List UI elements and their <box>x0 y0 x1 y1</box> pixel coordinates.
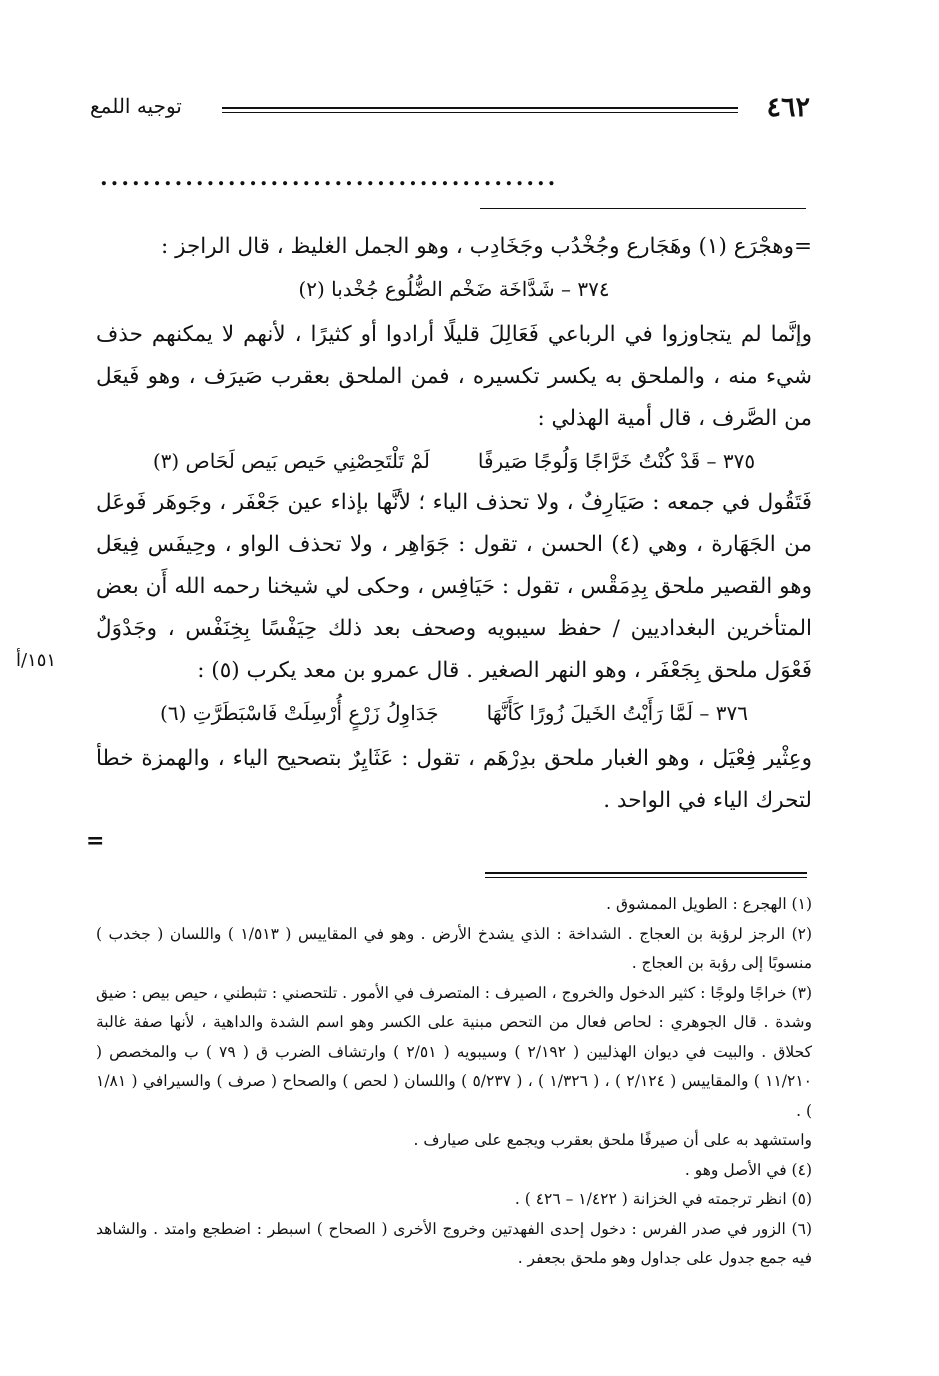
paragraph-1-text: وهجْرَع (١) وهَجَارع وجُخْدُب وجَخَادِب ، وهو الجمل الغليظ ، قال الراجز : <box>161 234 794 259</box>
short-rule <box>480 208 806 209</box>
running-title: توجيه اللمع <box>90 94 182 118</box>
dotted-separator: ........................................... <box>100 168 559 188</box>
paragraph-3: فَتَقُول في جمعه : صَيَارِفٌ ، ولا تحذف الياء ؛ لأنَّها بإذاء عين جَعْفَر ، وجَوهَر فَوعَل من الجَهَارة ، وهي (٤) الحسن ، تقول : جَوَاهِر ، ولا تحذف الواو ، وحِيفَس فِيعَل وهو القصير ملحق بِدِمَقْس ، تقول : حَيَافِس ، وحكى لي شيخنا رحمه الله أَن بعض المتأخرين البغداديين / حفظ سيبويه وصحف بعد ذلك حِيَفْسًا بِخِنَفْس ، وجَدْوَلٌ فَعْوَل ملحق بِجَعْفَر ، وهو النهر الصغير . قال عمرو بن معد يكرب (٥) : <box>96 490 812 683</box>
main-text <box>96 226 812 822</box>
verse-375 <box>96 440 812 482</box>
footnote-rule <box>485 872 807 878</box>
continuation-start-mark: = <box>793 234 812 259</box>
verse-375-first-hemistich: ٣٧٥ – قَدْ كُنْتُ خَرَّاجًا وَلُوجًا صَيرفًا <box>477 449 756 473</box>
footnote-2: (٢) الرجز لرؤبة بن العجاج . الشداخة : الذي يشدخ الأرض . وهو في المقاييس ( ١/٥١٣ ) واللسان ( جخدب ) منسوبًا إلى رؤبة بن العجاج . <box>96 924 813 972</box>
page-number: ٤٦٢ <box>766 92 810 123</box>
paragraph-1 <box>96 226 812 268</box>
footnote-3-continued: واستشهد به على أن صيرفًا ملحق بعقرب ويجمع على صيارف . <box>413 1131 812 1149</box>
footnotes <box>96 890 812 1274</box>
paragraph-4: وعِثْير فِعْيَل ، وهو الغبار ملحق بدِرْهَم ، تقول : عَثَايِرٌ بتصحيح الياء ، والهمزة خطأ لتحرك الياء في الواحد . <box>96 746 812 813</box>
verse-376 <box>96 692 812 734</box>
verse-374: ٣٧٤ – شَدَّاخَة ضَخْم الضُّلُوع جُخْدبا (٢) <box>298 277 610 301</box>
continuation-end-mark: = <box>86 828 105 854</box>
footnote-5: (٥) انظر ترجمته في الخزانة ( ١/٤٢٢ – ٤٢٦ ) . <box>514 1190 812 1208</box>
verse-376-second-hemistich: جَدَاوِلُ زَرْعٍ أُرْسِلَتْ فَاسْبَطَرَّتِ (٦) <box>160 701 439 725</box>
page-header <box>90 92 810 132</box>
paragraph-2: وإنَّما لم يتجاوزوا في الرباعي فَعَالِلَ قليلًا أرادوا أو كثيرًا ، لأنهم لا يمكنهم حذف شيء منه ، والملحق به يكسر تكسيره ، فمن الملحق بعقرب صَيرَف ، وهو فَيعَل من الصَّرف ، قال أمية الهذلي : <box>96 322 812 431</box>
footnote-6: (٦) الزور في صدر الفرس : دخول إحدى الفهدتين وخروج الأخرى ( الصحاح ) اسبطر : اضطجع وامتد . والشاهد فيه جمع جدول على جداول وهو ملحق بجعفر . <box>96 1219 812 1267</box>
footnote-4: (٤) في الأصل وهو . <box>684 1160 812 1179</box>
header-rule <box>222 107 738 113</box>
manuscript-folio-note: ١٥١/أ <box>16 650 57 671</box>
verse-376-first-hemistich: ٣٧٦ – لَمَّا رَأَيْتُ الخَيلَ زُورًا كَأَنَّهَا <box>486 701 748 725</box>
footnote-1: (١) الهجرع : الطويل الممشوق . <box>606 895 812 913</box>
footnote-3: (٣) خراجًا ولوجًا : كثير الدخول والخروج ، الصيرف : المتصرف في الأمور . تلتحصني : تثبطني ، حيص بيص : ضيق وشدة . قال الجوهري : لحاص فعال من التحص مبنية على الكسر وهو اسم الشدة والداهية ، لأنها صفة غالبة كحلاق . والبيت في ديوان الهذليين ( ٢/١٩٢ ) وسيبويه ( ٢/٥١ ) وارتشاف الضرب ق ( ٧٩ ) ب والمخصص ( ١١/٢١٠ ) والمقاييس ( ٢/١٢٤ ) ، ( ١/٣٢٦ ) ، ( ٥/٢٣٧ ) واللسان ( لحص ) والصحاح ( صرف ) والسيرافي ( ١/٨١ ) . <box>96 983 812 1120</box>
verse-375-second-hemistich: لَمْ تَلْتَحِصْنِي حَيص بَيص لَحَاص (٣) <box>152 449 430 473</box>
